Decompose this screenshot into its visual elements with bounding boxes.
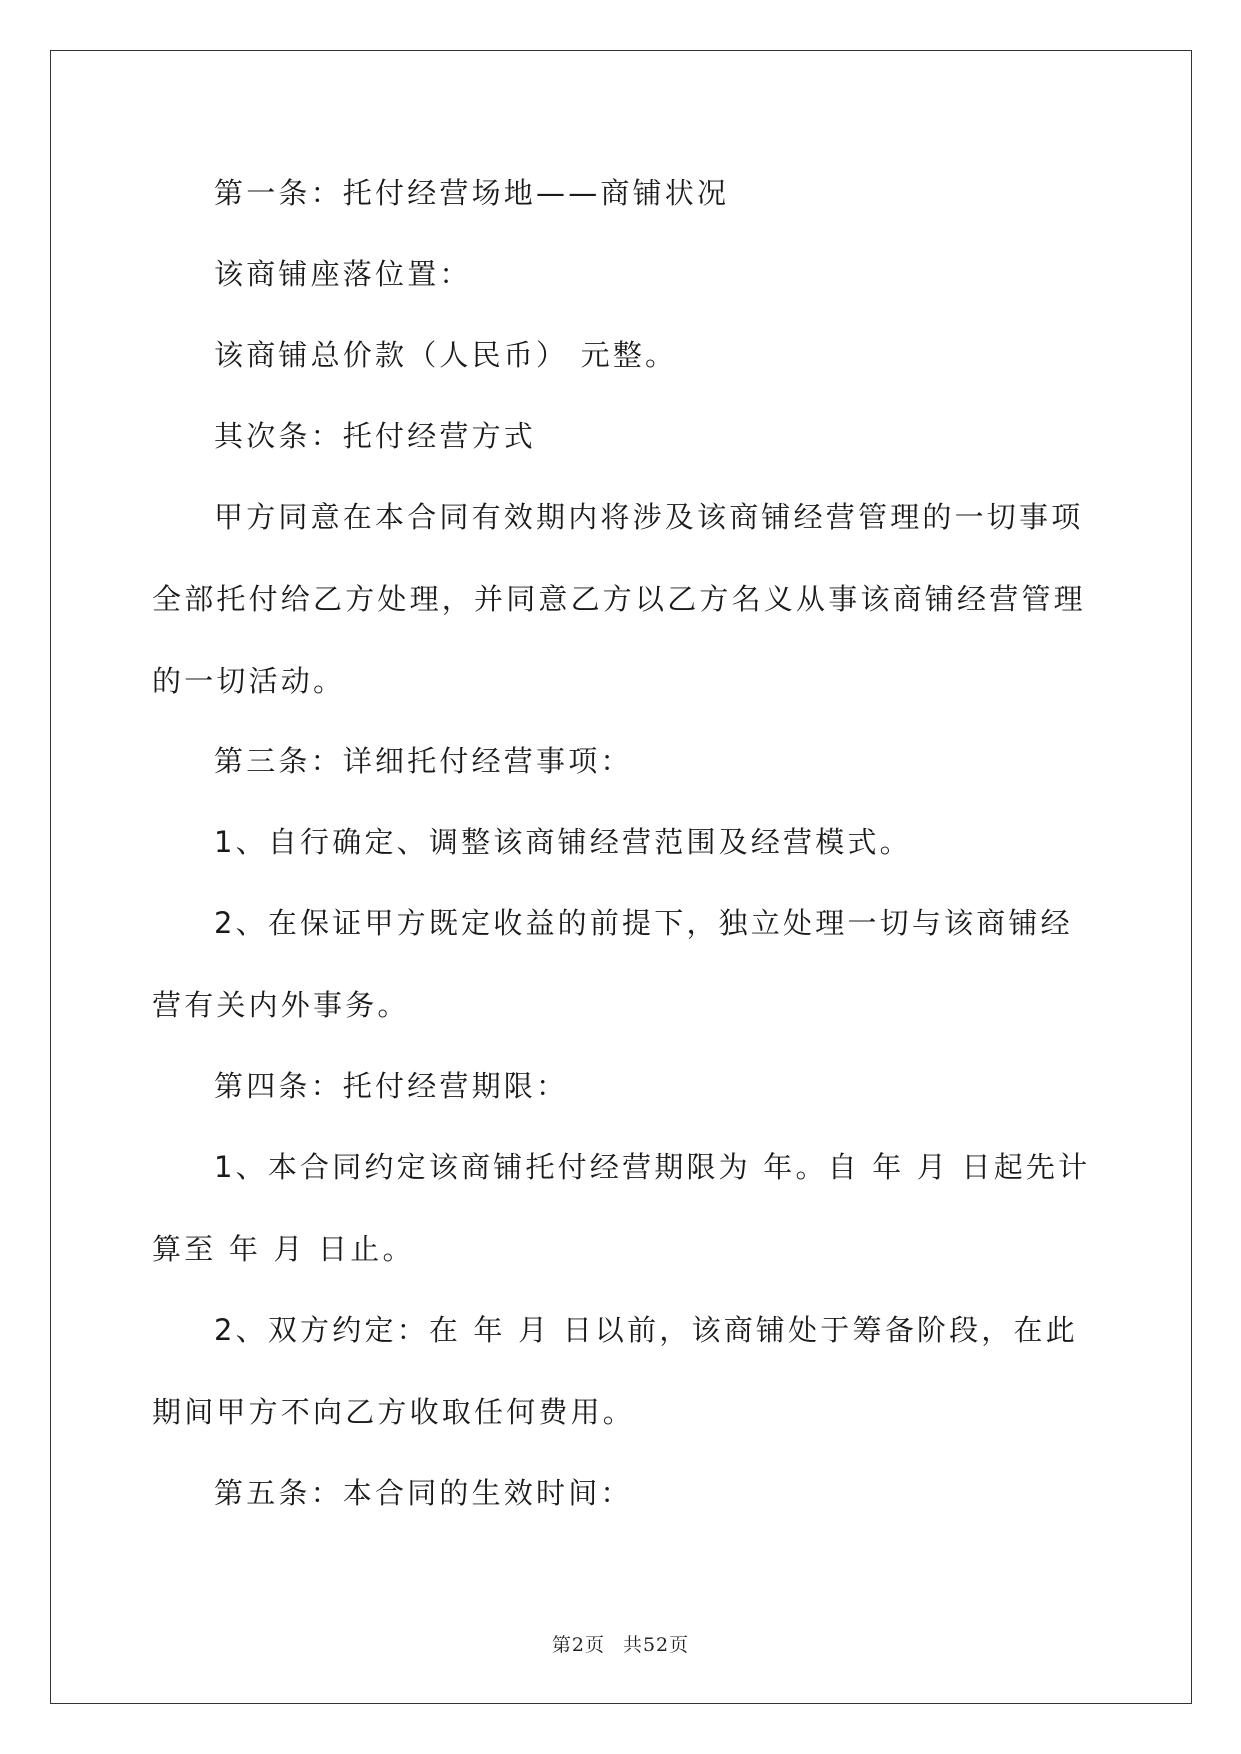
paragraph-article-1: 第一条：托付经营场地——商铺状况 [214, 176, 730, 210]
paragraph-article-4: 第四条：托付经营期限： [214, 1069, 569, 1103]
paragraph-article-2: 其次条：托付经营方式 [214, 419, 537, 453]
paragraph-term-2: 2、双方约定：在 年 月 日以前，该商铺处于筹备阶段，在此期间甲方不向乙方收取任何费用。 [152, 1313, 1078, 1429]
paragraph-article-3: 第三条：详细托付经营事项： [214, 744, 633, 778]
paragraph-item-2: 2、在保证甲方既定收益的前提下，独立处理一切与该商铺经营有关内外事务。 [152, 906, 1073, 1022]
paragraph-item-1: 1、自行确定、调整该商铺经营范围及经营模式。 [214, 825, 912, 859]
paragraph-term-1: 1、本合同约定该商铺托付经营期限为 年。自 年 月 日起先计算至 年 月 日止。 [152, 1150, 1091, 1266]
paragraph-entrust-scope: 甲方同意在本合同有效期内将涉及该商铺经营管理的一切事项全部托付给乙方处理，并同意乙方以乙方名义从事该商铺经营管理的一切活动。 [152, 500, 1086, 698]
paragraph-location: 该商铺座落位置： [214, 257, 472, 291]
total-pages: 共52页 [622, 1634, 690, 1656]
paragraph-article-5: 第五条：本合同的生效时间： [214, 1476, 633, 1510]
paragraph-total-price: 该商铺总价款（人民币） 元整。 [214, 338, 678, 372]
page-footer [0, 1630, 1241, 1657]
page-number: 第2页 [551, 1634, 605, 1656]
